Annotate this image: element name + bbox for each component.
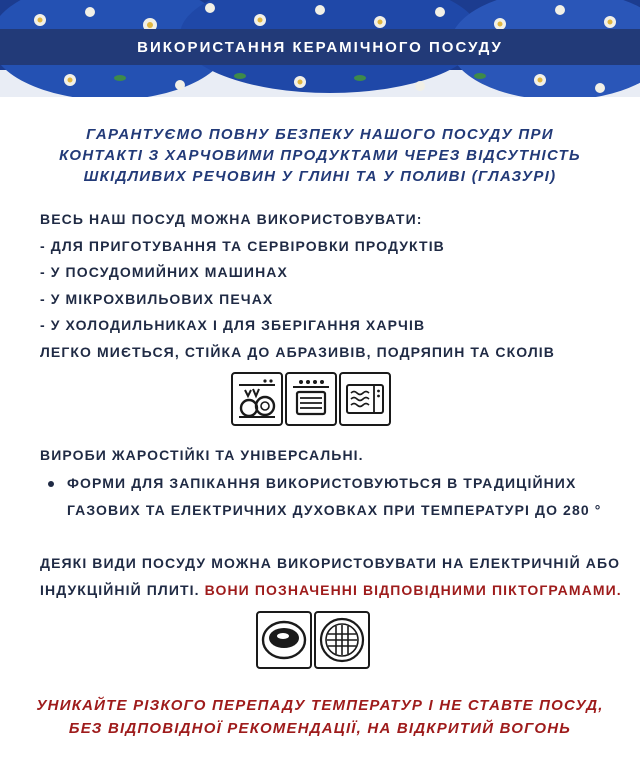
usage-item: - У ХОЛОДИЛЬНИКАХ І ДЛЯ ЗБЕРІГАННЯ ХАРЧІВ	[40, 317, 426, 333]
usage-intro: ВЕСЬ НАШ ПОСУД МОЖНА ВИКОРИСТОВУВАТИ:	[40, 211, 423, 227]
open-fire-warning	[20, 694, 620, 740]
safety-statement-line: КОНТАКТІ З ХАРЧОВИМИ ПРОДУКТАМИ ЧЕРЕЗ ВІДСУТНІСТЬ	[59, 147, 581, 164]
usage-item: - ДЛЯ ПРИГОТУВАННЯ ТА СЕРВІРОВКИ ПРОДУКТІВ	[40, 237, 445, 254]
heat-bullet-line: ГАЗОВИХ ТА ЕЛЕКТРИЧНИХ ДУХОВКАХ ПРИ ТЕМПЕРАТУРІ ДО 280 °	[67, 502, 602, 518]
page-title: ВИКОРИСТАННЯ КЕРАМІЧНОГО ПОСУДУ	[0, 29, 640, 65]
dishwasher-icon	[231, 372, 283, 426]
stove-line-2-text: ІНДУКЦІЙНІЙ ПЛИТІ.	[40, 582, 205, 598]
stove-line-2	[40, 582, 630, 598]
stove-line-1: ДЕЯКІ ВИДИ ПОСУДУ МОЖНА ВИКОРИСТОВУВАТИ НА ЕЛЕКТРИЧНІЙ АБО	[40, 555, 621, 571]
stove-pictogram-note: ВОНИ ПОЗНАЧЕННІ ВІДПОВІДНИМИ ПІКТОГРАМАМИ.	[204, 582, 622, 598]
oven-icon	[285, 372, 337, 426]
microwave-icon	[339, 372, 391, 426]
durability-note: ЛЕГКО МИЄТЬСЯ, СТІЙКА ДО АБРАЗИВІВ, ПОДРЯПИН ТА СКОЛІВ	[40, 343, 556, 360]
warning-line: БЕЗ ВІДПОВІДНОЇ РЕКОМЕНДАЦІЇ, НА ВІДКРИТИЙ ВОГОНЬ	[68, 720, 572, 737]
safety-statement	[40, 124, 600, 187]
induction-hob-icon	[314, 611, 370, 669]
heat-bullet-line: ФОРМИ ДЛЯ ЗАПІКАННЯ ВИКОРИСТОВУЮТЬСЯ В ТРАДИЦІЙНИХ	[67, 475, 577, 491]
usage-item: - У МІКРОХВИЛЬОВИХ ПЕЧАХ	[40, 290, 274, 307]
usage-item: - У ПОСУДОМИЙНИХ МАШИНАХ	[40, 264, 288, 280]
bullet-dot	[48, 481, 54, 487]
safety-statement-line: ШКІДЛИВИХ РЕЧОВИН У ГЛИНІ ТА У ПОЛИВІ (ГЛАЗУРІ)	[83, 168, 557, 185]
heat-heading: ВИРОБИ ЖАРОСТІЙКІ ТА УНІВЕРСАЛЬНІ.	[40, 447, 364, 463]
warning-line: УНИКАЙТЕ РІЗКОГО ПЕРЕПАДУ ТЕМПЕРАТУР І НЕ СТАВТЕ ПОСУД,	[36, 697, 604, 714]
usage-list	[40, 206, 630, 365]
safety-statement-line: ГАРАНТУЄМО ПОВНУ БЕЗПЕКУ НАШОГО ПОСУДУ ПРИ	[86, 126, 554, 143]
appliance-icons	[231, 372, 391, 426]
stove-icons	[256, 611, 370, 669]
electric-stove-icon	[256, 611, 312, 669]
heat-bullet	[48, 470, 628, 524]
